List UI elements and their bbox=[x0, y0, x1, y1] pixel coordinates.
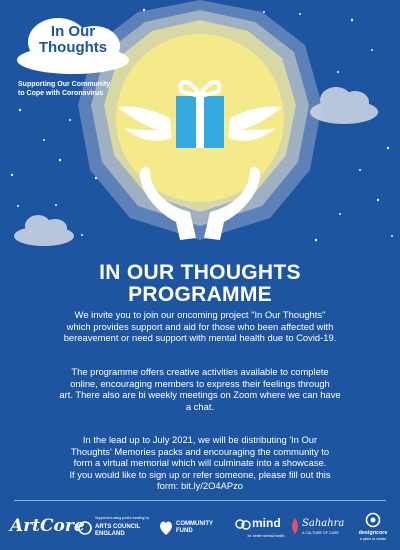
paragraph-line: bereavement or need support with mental health due to Covid-19. bbox=[63, 332, 337, 344]
community-fund-icon bbox=[158, 518, 174, 536]
sponsor-logos bbox=[0, 508, 400, 550]
paragraph-line: The programme offers creative activities available to complete bbox=[71, 366, 329, 377]
designcore-logo bbox=[352, 508, 394, 548]
artcore-wordmark: ArtCore bbox=[10, 516, 85, 536]
logo-wordmark bbox=[18, 24, 128, 56]
intro-paragraph bbox=[22, 309, 378, 344]
arts-council-small-text: Supported using public funding by bbox=[95, 516, 150, 520]
designcore-icon bbox=[365, 512, 381, 528]
paragraph-line: If you would like to sign up or refer someone, please fill out this bbox=[69, 468, 331, 480]
logo-line1: In Our bbox=[50, 23, 96, 40]
designcore-wordmark: designcore bbox=[358, 530, 388, 536]
paragraph-line: online, encouraging members to express their feelings through bbox=[70, 377, 330, 389]
community-fund-logo bbox=[158, 508, 224, 548]
arts-council-icon bbox=[78, 521, 92, 535]
logo-subtitle-line2: to Cope with Coronavirus bbox=[18, 90, 104, 97]
paragraph-line: a chat. bbox=[185, 400, 215, 412]
logo-subtitle-line1: Supporting Our Community bbox=[18, 81, 111, 88]
cloud-left bbox=[14, 215, 74, 246]
paragraph-line: We invite you to join our oncoming project "In Our Thoughts" bbox=[74, 309, 326, 320]
page-title bbox=[0, 262, 400, 306]
paragraph-line: Thoughts' Memories packs and encouraging the community to bbox=[70, 445, 330, 457]
mind-tagline: for better mental health bbox=[247, 534, 285, 538]
programme-paragraph bbox=[22, 366, 378, 412]
community-fund-line1: COMMUNITY bbox=[176, 521, 213, 527]
footer-divider bbox=[14, 500, 386, 501]
title-line1: IN OUR THOUGHTS bbox=[99, 261, 301, 284]
paragraph-line: form a virtual memorial which will culminate into a showcase. bbox=[73, 457, 327, 469]
logo-line2: Thoughts bbox=[38, 39, 108, 56]
arts-council-line2: ENGLAND bbox=[95, 531, 125, 537]
paragraph-line: In the lead up to July 2021, we will be distributing 'In Our bbox=[82, 434, 318, 445]
arts-council-logo bbox=[78, 508, 150, 548]
sahahra-tagline: A CULTURE OF CARE bbox=[302, 531, 339, 535]
sahahra-logo bbox=[290, 508, 346, 548]
cloud-right bbox=[310, 87, 378, 124]
gift-icon bbox=[176, 82, 224, 148]
signup-paragraph bbox=[22, 434, 378, 492]
mind-icon bbox=[234, 516, 252, 534]
paragraph-line: form: bit.ly/2O4APzo bbox=[157, 480, 243, 492]
sahahra-flame-icon bbox=[290, 517, 300, 535]
sahahra-wordmark: Sahahra bbox=[302, 518, 345, 529]
arts-council-line1: ARTS COUNCIL bbox=[95, 524, 141, 530]
designcore-tagline: a place to create bbox=[359, 537, 387, 541]
logo-subtitle bbox=[18, 80, 138, 98]
title-line2: PROGRAMME bbox=[128, 283, 272, 306]
paragraph-line: art. There also are bi weekly meetings on Zoom where we can have bbox=[59, 389, 341, 401]
mind-wordmark: mind bbox=[252, 516, 281, 530]
community-fund-line2: FUND bbox=[176, 528, 193, 534]
mind-logo bbox=[234, 508, 286, 548]
artcore-logo bbox=[10, 508, 85, 548]
paragraph-line: which provides support and aid for those who been affected with bbox=[66, 320, 334, 332]
